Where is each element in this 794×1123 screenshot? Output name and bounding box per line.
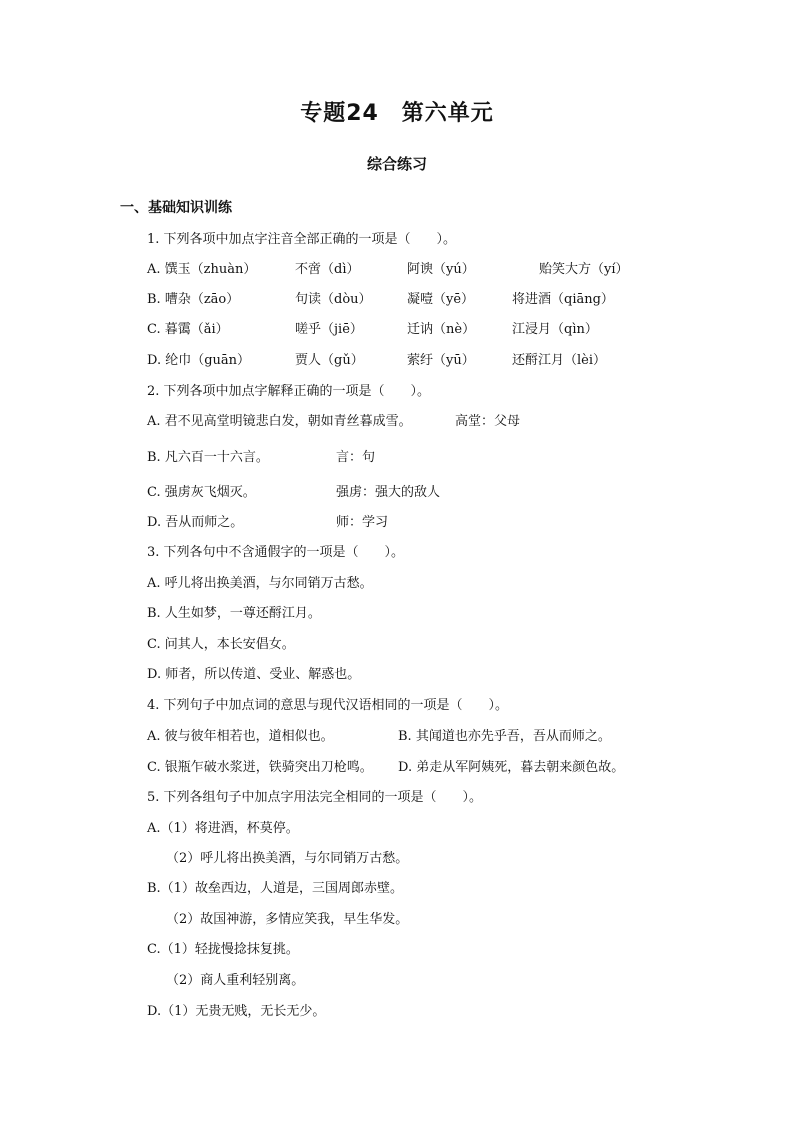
q1-option-a-item-4: 贻笑大方（yí）	[539, 262, 629, 277]
q1-option-d-item-3: 萦纡（yū）	[407, 353, 475, 368]
q5-option-c-2: （2）商人重利轻别离。	[166, 973, 305, 988]
q1-option-a-item-1: A. 馔玉（zhuàn）	[147, 262, 257, 277]
q3-option-b: B. 人生如梦，一尊还酹江月。	[147, 606, 321, 621]
q2-option-a: A. 君不见高堂明镜悲白发，朝如青丝暮成雪。	[147, 414, 412, 429]
question-2-stem: 2. 下列各项中加点字解释正确的一项是（ ）。	[147, 384, 431, 399]
question-4-stem: 4. 下列句子中加点词的意思与现代汉语相同的一项是（ ）。	[147, 698, 509, 713]
q4-option-b: B. 其闻道也亦先乎吾，吾从而师之。	[398, 729, 611, 744]
q2-option-a-gloss: 高堂：父母	[455, 414, 521, 429]
q5-option-b-1: B.（1）故垒西边，人道是，三国周郎赤壁。	[147, 881, 403, 896]
q5-option-a-1: A.（1）将进酒，杯莫停。	[147, 821, 299, 836]
q1-option-d-item-2: 贾人（gǔ）	[295, 353, 364, 368]
q5-option-a-2: （2）呼儿将出换美酒，与尔同销万古愁。	[166, 851, 409, 866]
section-heading: 一、基础知识训练	[120, 200, 232, 216]
q2-option-d: D. 吾从而师之。	[147, 515, 244, 530]
q1-option-a-item-3: 阿谀（yú）	[407, 262, 475, 277]
q3-option-a: A. 呼儿将出换美酒，与尔同销万古愁。	[147, 576, 373, 591]
q2-option-b-gloss: 言：句	[336, 450, 376, 465]
question-5-stem: 5. 下列各组句子中加点字用法完全相同的一项是（ ）。	[147, 790, 483, 805]
q2-option-b: B. 凡六百一十六言。	[147, 450, 269, 465]
q3-option-c: C. 问其人，本长安倡女。	[147, 637, 295, 652]
q1-option-c-item-4: 江浸月（qìn）	[512, 322, 598, 337]
q1-option-b-item-3: 凝噎（yē）	[407, 292, 475, 307]
q3-option-d: D. 师者，所以传道、受业、解惑也。	[147, 667, 361, 682]
q2-option-c-gloss: 强虏：强大的敌人	[336, 485, 441, 500]
question-3-stem: 3. 下列各句中不含通假字的一项是（ ）。	[147, 545, 405, 560]
q5-option-b-2: （2）故国神游，多情应笑我，早生华发。	[166, 912, 409, 927]
q1-option-b-item-2: 句读（dòu）	[295, 292, 372, 307]
q2-option-c: C. 强虏灰飞烟灭。	[147, 485, 256, 500]
q1-option-d-item-4: 还酹江月（lèi）	[512, 353, 607, 368]
q5-option-d-1: D.（1）无贵无贱，无长无少。	[147, 1004, 326, 1019]
q2-option-d-gloss: 师：学习	[336, 515, 389, 530]
q4-option-a: A. 彼与彼年相若也，道相似也。	[147, 729, 334, 744]
q5-option-c-1: C.（1）轻拢慢捻抹复挑。	[147, 942, 299, 957]
page-subtitle: 综合练习	[366, 155, 427, 173]
question-1-stem: 1. 下列各项中加点字注音全部正确的一项是（ ）。	[147, 232, 457, 247]
q1-option-b-item-1: B. 嘈杂（zāo）	[147, 292, 240, 307]
q1-option-a-item-2: 不啻（dì）	[295, 262, 360, 277]
q4-option-c: C. 银瓶乍破水浆迸，铁骑突出刀枪鸣。	[147, 760, 373, 775]
q1-option-d-item-1: D. 纶巾（guān）	[147, 353, 251, 368]
q1-option-c-item-2: 嗟乎（jiē）	[295, 322, 363, 337]
q1-option-b-item-4: 将进酒（qiāng）	[512, 292, 614, 307]
q1-option-c-item-3: 迁讷（nè）	[407, 322, 476, 337]
page-title: 专题24 第六单元	[300, 101, 494, 126]
q4-option-d: D. 弟走从军阿姨死，暮去朝来颜色故。	[398, 760, 625, 775]
q1-option-c-item-1: C. 暮霭（ǎi）	[147, 322, 229, 337]
